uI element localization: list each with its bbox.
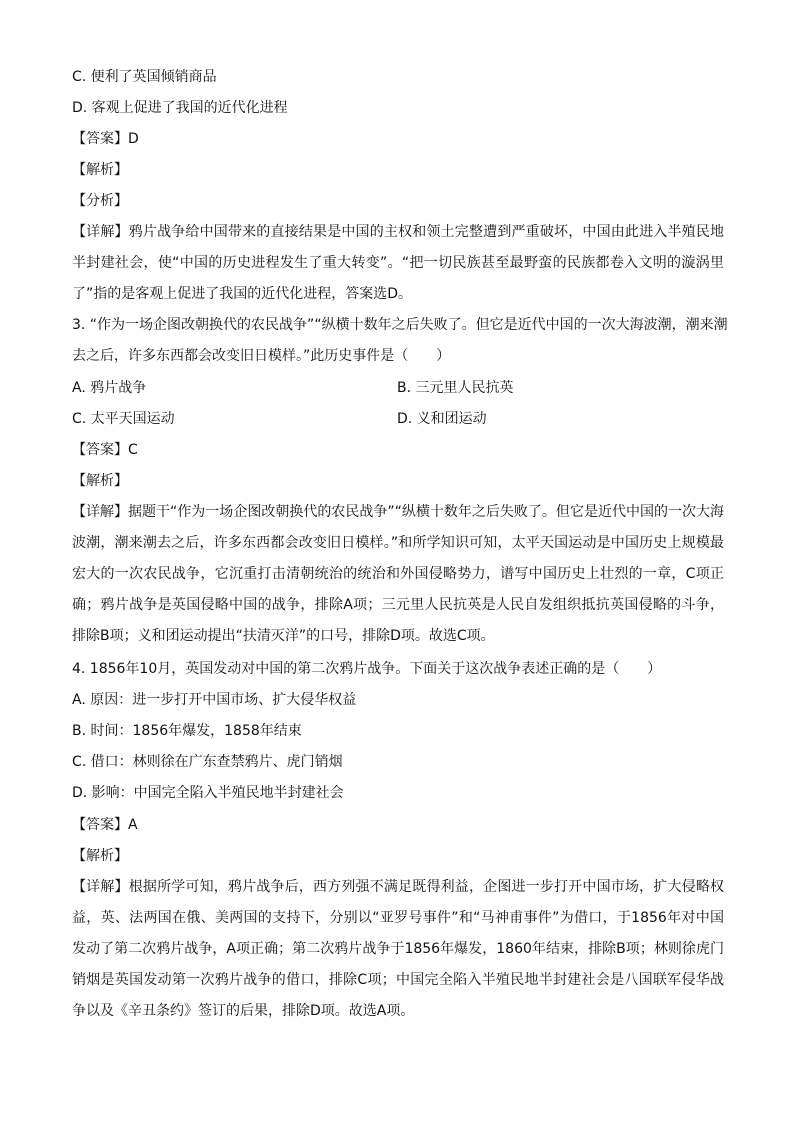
q3-detail: 【详解】据题干“作为一场企图改朝换代的农民战争”“纵横十数年之后失败了。但它是近代中国的一次大海波潮，潮来潮去之后，许多东西都会改变旧日模样。”和所学知识可知，太平天国运动是中国历史上规模最宏大的一次农民战争，它沉重打击清朝统治的统治和外国侵略势力，谱写中国历史上壮烈的一章，C项正确；鸦片战争是英国侵略中国的战争，排除A项；三元里人民抗英是人民自发组织抵抗英国侵略的斗争，排除B项；义和团运动提出“扶清灭洋”的口号，排除D项。故选C项。 [72, 504, 724, 644]
q2-analysis-label: 【解析】 [72, 162, 128, 178]
q4-detail: 【详解】根据所学可知，鸦片战争后，西方列强不满足既得利益，企图进一步打开中国市场，扩大侵略权益，英、法两国在俄、美两国的支持下，分别以“亚罗号事件”和“马神甫事件”为借口，于1856年对中国发动了第二次鸦片战争，A项正确；第二次鸦片战争于1856年爆发，1860年结束，排除B项；林则徐虎门销烟是英国发动第一次鸦片战争的借口，排除C项；中国完全陷入半殖民地半封建社会是八国联军侵华战争以及《辛丑条约》签订的后果，排除D项。故选A项。 [72, 879, 724, 1019]
q3-analysis-label: 【解析】 [72, 473, 128, 489]
q3-answer: 【答案】C [72, 442, 138, 458]
q4-stem: 4. 1856年10月，英国发动对中国的第二次鸦片战争。下面关于这次战争表述正确的是（ ） [72, 661, 662, 677]
q2-option-c: C. 便利了英国倾销商品 [72, 69, 217, 85]
q2-fenxi-label: 【分析】 [72, 193, 128, 209]
q3-option-c: C. 太平天国运动 [72, 411, 175, 427]
q4-analysis-label: 【解析】 [72, 848, 128, 864]
q2-detail: 【详解】鸦片战争给中国带来的直接结果是中国的主权和领土完整遭到严重破坏，中国由此进入半殖民地半封建社会，使“中国的历史进程发生了重大转变”。“把一切民族甚至最野蛮的民族都卷入文明的漩涡里了”指的是客观上促进了我国的近代化进程，答案选D。 [72, 224, 724, 302]
q4-answer: 【答案】A [72, 817, 138, 833]
q3-stem-line2: 去之后，许多东西都会改变旧日模样。”此历史事件是（ ） [72, 348, 451, 364]
q4-option-c: C. 借口：林则徐在广东查禁鸦片、虎门销烟 [72, 754, 343, 770]
q4-option-d: D. 影响：中国完全陷入半殖民地半封建社会 [72, 785, 344, 801]
q2-answer: 【答案】D [72, 131, 139, 147]
q2-option-d: D. 客观上促进了我国的近代化进程 [72, 100, 288, 116]
q4-option-b: B. 时间：1856年爆发，1858年结束 [72, 723, 302, 739]
q4-option-a: A. 原因：进一步打开中国市场、扩大侵华权益 [72, 692, 357, 708]
q3-option-a: A. 鸦片战争 [72, 380, 147, 396]
q3-stem-line1: 3. “作为一场企图改朝换代的农民战争”“纵横十数年之后失败了。但它是近代中国的一次大海波潮，潮来潮 [72, 317, 728, 333]
q3-option-d: D. 义和团运动 [397, 411, 487, 427]
q3-option-b: B. 三元里人民抗英 [397, 380, 514, 396]
